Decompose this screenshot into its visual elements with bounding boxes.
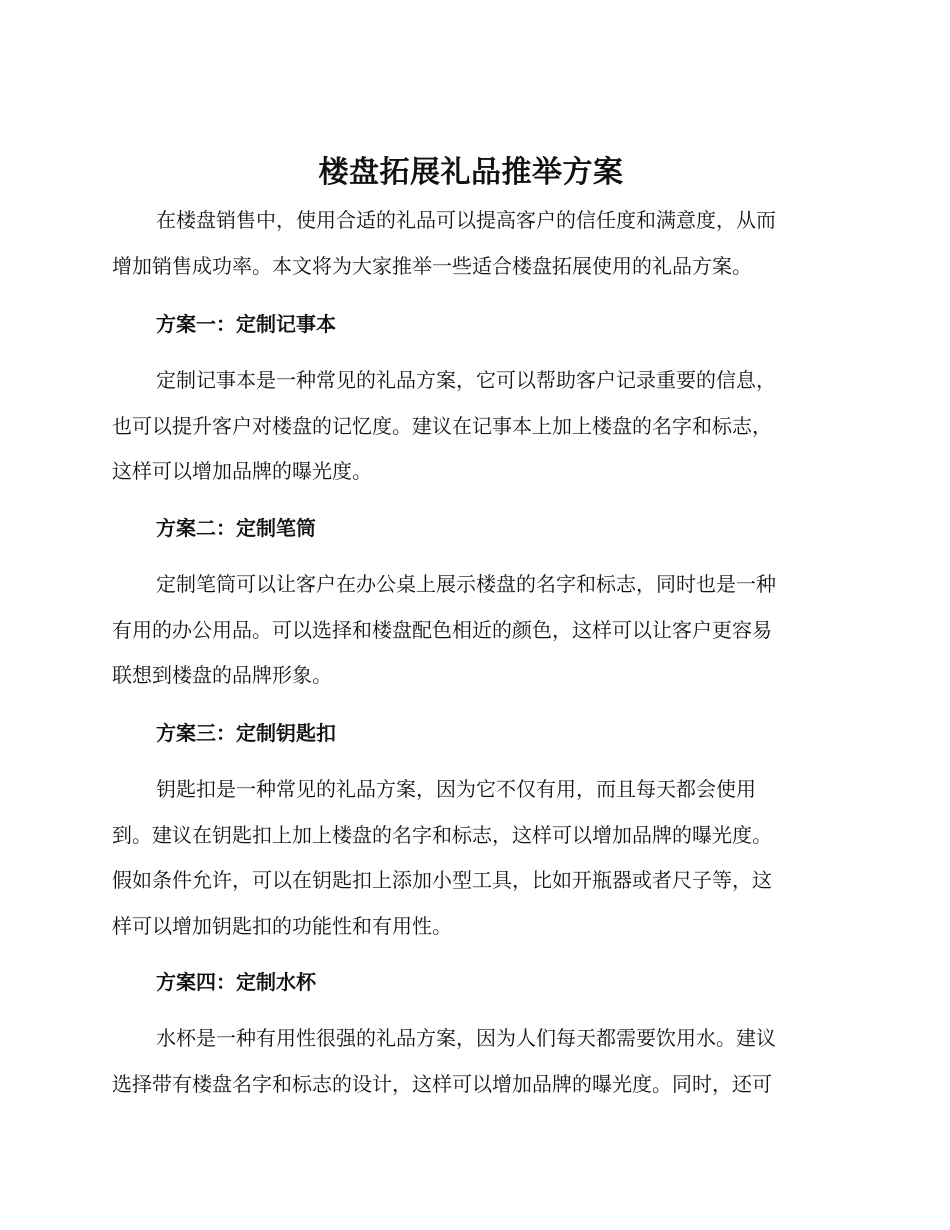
- paragraph-line: 假如条件允许，可以在钥匙扣上添加小型工具，比如开瓶器或者尺子等，这: [112, 868, 772, 892]
- document-title: 楼盘拓展礼品推举方案: [318, 155, 624, 190]
- intro-line: 在楼盘销售中，使用合适的礼品可以提高客户的信任度和满意度，从而: [156, 208, 776, 232]
- paragraph-line: 定制笔筒可以让客户在办公桌上展示楼盘的名字和标志，同时也是一种: [156, 572, 776, 596]
- paragraph-line: 样可以增加钥匙扣的功能性和有用性。: [112, 913, 452, 938]
- intro-paragraph: [112, 198, 830, 289]
- section-heading-2: 方案二：定制笔筒: [156, 516, 316, 540]
- section-heading-3: 方案三：定制钥匙扣: [156, 721, 336, 745]
- paragraph-line: 水杯是一种有用性很强的礼品方案，因为人们每天都需要饮用水。建议: [156, 1026, 776, 1050]
- paragraph-line: 这样可以增加品牌的曝光度。: [112, 459, 372, 483]
- section-3-paragraph: [112, 767, 830, 949]
- section-heading-4: 方案四：定制水杯: [156, 970, 316, 994]
- section-1-paragraph: [112, 358, 830, 495]
- paragraph-line: 钥匙扣是一种常见的礼品方案，因为它不仅有用，而且每天都会使用: [156, 777, 756, 801]
- paragraph-line: 有用的办公用品。可以选择和楼盘配色相近的颜色，这样可以让客户更容易: [112, 617, 772, 642]
- paragraph-line: 到。建议在钥匙扣上加上楼盘的名字和标志，这样可以增加品牌的曝光度。: [112, 822, 772, 847]
- paragraph-line: 也可以提升客户对楼盘的记忆度。建议在记事本上加上楼盘的名字和标志，: [112, 413, 772, 438]
- intro-line: 增加销售成功率。本文将为大家推举一些适合楼盘拓展使用的礼品方案。: [112, 253, 752, 278]
- section-4-paragraph: [112, 1016, 830, 1107]
- paragraph-line: 联想到楼盘的品牌形象。: [112, 663, 332, 687]
- section-heading-1: 方案一：定制记事本: [156, 312, 336, 336]
- section-2-paragraph: [112, 562, 830, 699]
- paragraph-line: 选择带有楼盘名字和标志的设计，这样可以增加品牌的曝光度。同时，还可: [112, 1071, 772, 1096]
- paragraph-line: 定制记事本是一种常见的礼品方案，它可以帮助客户记录重要的信息，: [156, 368, 776, 392]
